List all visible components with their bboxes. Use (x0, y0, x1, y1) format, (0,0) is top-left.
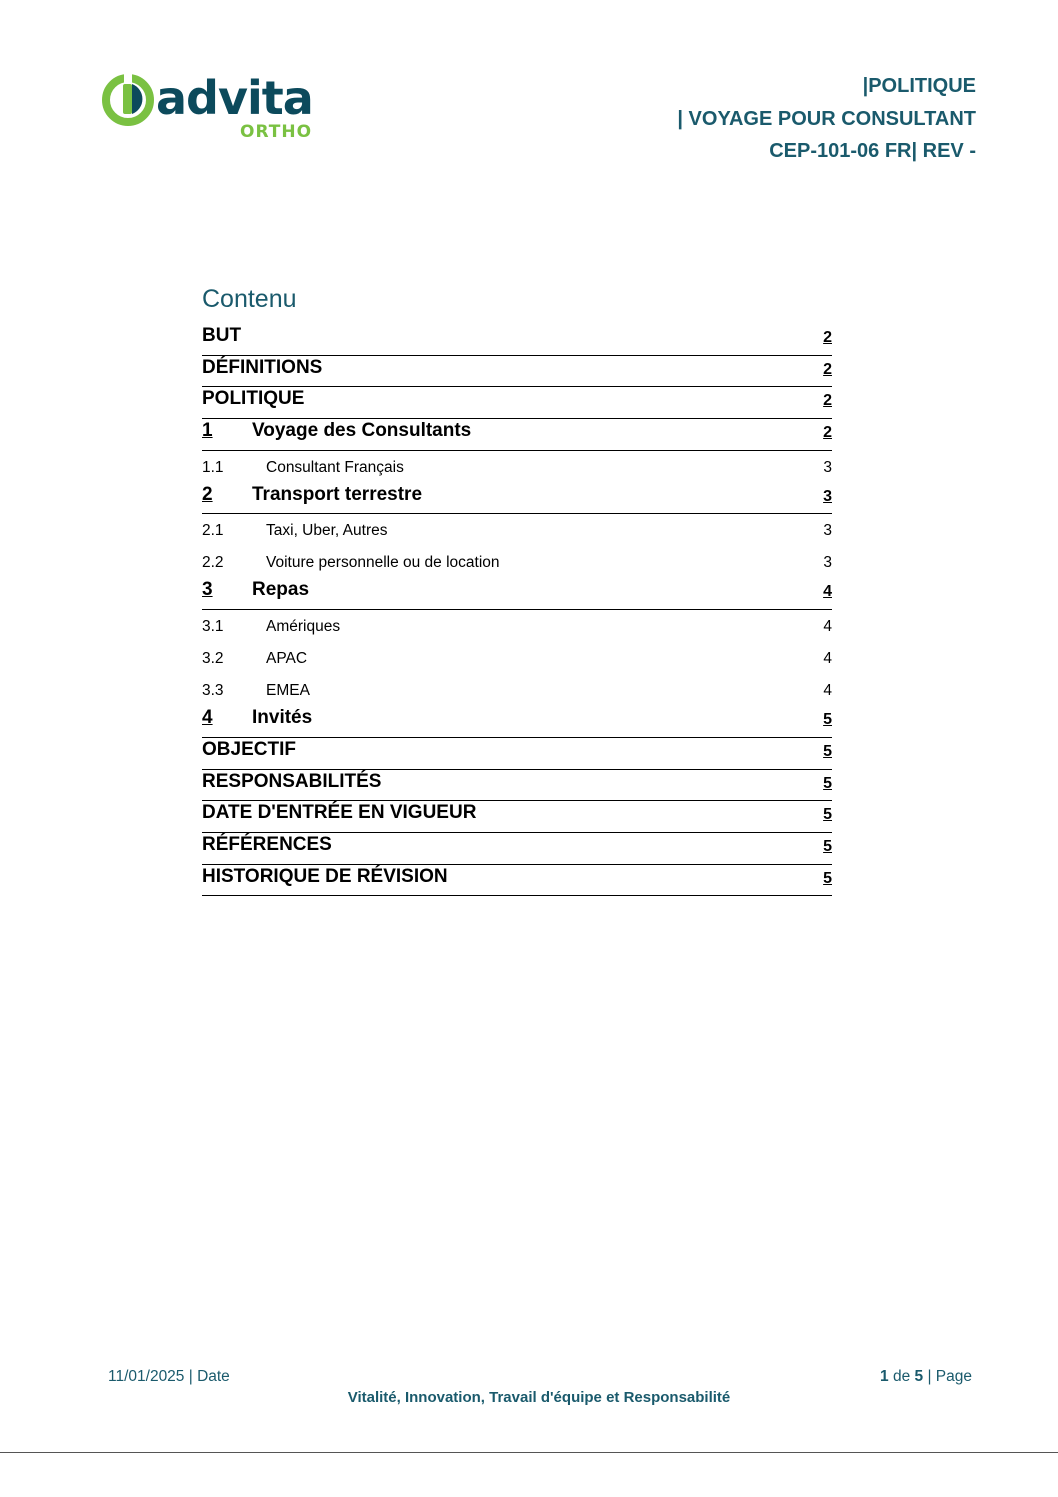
toc-entry-label: APAC (266, 650, 308, 668)
toc-entry-page: 5 (823, 869, 832, 887)
toc-entry-page: 2 (823, 360, 832, 378)
logo-subtitle: ORTHO (240, 122, 313, 142)
logo-wordmark: advita (156, 71, 313, 125)
toc-entry[interactable] (202, 483, 832, 515)
header-line-1: |POLITIQUE (862, 75, 976, 97)
footer-tagline: Vitalité, Innovation, Travail d'équipe et Responsabilité (347, 1389, 731, 1406)
toc-entry-label: EMEA (266, 682, 310, 700)
toc-entry-page: 5 (823, 837, 832, 855)
toc-entry-label: Transport terrestre (252, 483, 423, 505)
toc-entry-page: 3 (823, 487, 832, 505)
toc-entry-page: 2 (823, 329, 832, 346)
toc-entry-page: 3 (823, 522, 832, 540)
footer-divider (0, 1452, 1058, 1453)
header-line-2: | VOYAGE POUR CONSULTANT (677, 107, 976, 130)
toc-entry-label: RESPONSABILITÉS (202, 770, 382, 792)
toc-entry-label: HISTORIQUE DE RÉVISION (202, 865, 448, 887)
toc-entry-label: RÉFÉRENCES (202, 833, 332, 855)
toc-entry-label: Invités (252, 707, 313, 729)
footer-date: 11/01/2025 | Date (108, 1368, 230, 1385)
toc-entry-number: 3.1 (202, 618, 224, 636)
toc-entry-page: 5 (823, 742, 832, 760)
toc-title: Contenu (202, 285, 297, 313)
toc-entries (202, 324, 832, 896)
toc-subentry[interactable] (202, 642, 832, 674)
toc-entry-number: 1.1 (202, 458, 224, 476)
toc-entry-page: 3 (823, 554, 832, 572)
toc-entry[interactable] (202, 738, 832, 770)
toc-entry[interactable] (202, 801, 832, 833)
toc-entry-number: 2.2 (202, 554, 224, 572)
page-current: 1 (880, 1368, 889, 1385)
toc-entry-number: 1 (202, 420, 213, 442)
toc-subentry[interactable] (202, 610, 832, 642)
toc-entry-label: POLITIQUE (202, 388, 305, 410)
toc-entry-label: BUT (202, 325, 242, 346)
toc-entry[interactable] (202, 706, 832, 738)
toc-entry-number: 2.1 (202, 522, 224, 540)
toc-entry-page: 5 (823, 711, 832, 729)
toc-entry-label: Voyage des Consultants (252, 420, 472, 442)
toc-entry-number: 3.2 (202, 650, 224, 668)
toc-entry[interactable] (202, 833, 832, 865)
toc-entry-number: 2 (202, 483, 213, 505)
toc-entry-label: Voiture personnelle ou de location (266, 554, 500, 572)
toc-subentry[interactable] (202, 674, 832, 706)
page-total: 5 (914, 1368, 924, 1385)
toc-subentry[interactable] (202, 546, 832, 578)
toc-entry[interactable] (202, 865, 832, 897)
header-line-3: CEP-101-06 FR| REV - (769, 140, 976, 162)
toc-entry[interactable] (202, 770, 832, 802)
document-header (677, 70, 976, 168)
toc-entry-page: 4 (823, 618, 832, 636)
toc-entry[interactable] (202, 419, 832, 451)
toc-subentry[interactable] (202, 451, 832, 483)
toc-entry-page: 4 (823, 583, 832, 601)
toc-entry-label: Repas (252, 579, 310, 601)
toc-entry[interactable] (202, 387, 832, 419)
toc-entry-page: 5 (823, 806, 832, 824)
toc-entry[interactable] (202, 356, 832, 388)
toc-entry-number: 3 (202, 579, 213, 601)
toc-entry-page: 5 (823, 774, 832, 792)
toc-entry-page: 2 (823, 392, 832, 410)
toc-entry-label: Taxi, Uber, Autres (266, 522, 388, 540)
toc-entry-page: 4 (823, 682, 832, 700)
toc-entry-label: Consultant Français (266, 458, 404, 476)
table-of-contents (202, 280, 832, 896)
toc-entry[interactable] (202, 578, 832, 610)
toc-entry[interactable] (202, 324, 832, 356)
logo-mark-icon (102, 70, 156, 132)
toc-entry-page: 2 (823, 424, 832, 442)
footer-page-number (880, 1368, 972, 1386)
toc-entry-label: DÉFINITIONS (202, 356, 323, 378)
toc-entry-label: DATE D'ENTRÉE EN VIGUEUR (202, 802, 477, 824)
toc-entry-label: OBJECTIF (202, 738, 296, 760)
page-suffix: | Page (923, 1368, 972, 1385)
toc-entry-page: 4 (823, 650, 832, 668)
toc-subentry[interactable] (202, 514, 832, 546)
toc-entry-number: 3.3 (202, 682, 224, 700)
page-of: de (888, 1368, 915, 1385)
toc-entry-page: 3 (823, 458, 832, 476)
company-logo (102, 66, 322, 146)
toc-entry-label: Amériques (266, 618, 341, 636)
toc-entry-number: 4 (202, 707, 213, 729)
